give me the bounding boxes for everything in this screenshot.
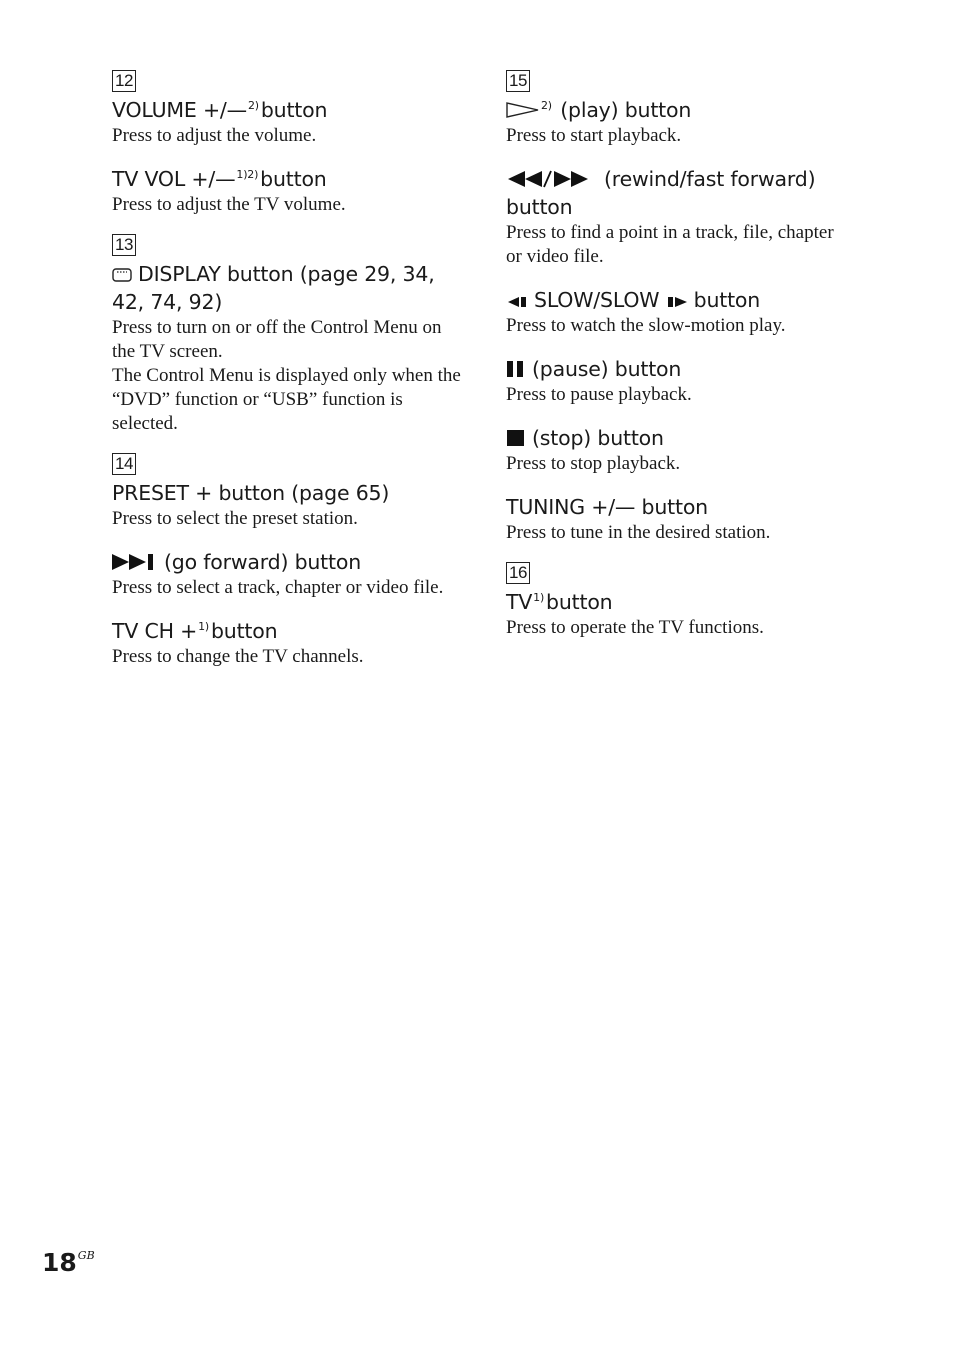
page-number: $18^{GB}$ [42,1248,95,1277]
tv-entry [506,588,846,640]
slow-heading: SLOW/SLOW button [506,286,846,314]
stop-description: Press to stop playback. [506,453,681,474]
right-column [506,70,846,657]
stop-icon [506,429,526,447]
tv-vol-entry [112,165,462,217]
slow-description: Press to watch the slow-motion play. [506,315,786,336]
go-forward-heading: (go forward) button [112,548,462,576]
pause-entry [506,355,846,407]
play-heading: $^{2)}$ (play) button [506,96,846,124]
slow-forward-icon [666,295,690,309]
rewind-heading: (rewind/fast forward) button [506,167,816,219]
slow-reverse-icon [506,295,530,309]
pause-heading: (pause) button [506,355,846,383]
pause-description: Press to pause playback. [506,384,692,405]
section-number-16: 16 [506,562,530,584]
stop-heading: (stop) button [506,424,846,452]
stop-entry [506,424,846,476]
tv-vol-heading: TV VOL +/—$^{1)2)}$button [112,167,327,191]
go-forward-entry [112,548,462,600]
section-number-15: 15 [506,70,530,92]
play-description: Press to start playback. [506,125,682,146]
tuning-description: Press to tune in the desired station. [506,522,771,543]
tv-ch-heading: TV CH +$^{1)}$button [112,619,278,643]
tv-ch-description: Press to change the TV channels. [112,646,364,667]
display-description-1: Press to turn on or off the Control Menu on the TV screen. [112,317,442,362]
display-description-2: The Control Menu is displayed only when the “DVD” function or “USB” function is selected. [112,365,461,434]
volume-heading: VOLUME +/—$^{2)}$button [112,98,328,122]
display-heading: DISPLAY button (page 29, 34, 42, 74, 92) [112,262,435,314]
tuning-heading: TUNING +/— button [506,495,708,519]
rewind-description: Press to find a point in a track, file, chapter or video file. [506,222,834,267]
tv-description: Press to operate the TV functions. [506,617,764,638]
preset-description: Press to select the preset station. [112,508,358,529]
preset-heading: PRESET + button (page 65) [112,481,390,505]
tv-heading: TV$^{1)}$button [506,590,613,614]
display-entry [112,260,462,436]
tv-ch-entry [112,617,462,669]
volume-entry [112,96,462,148]
left-column [112,70,462,686]
play-icon [506,101,540,119]
display-icon [112,267,132,283]
pause-icon [506,360,526,378]
go-forward-icon [112,553,158,571]
section-number-14: 14 [112,453,136,475]
go-forward-description: Press to select a track, chapter or video file. [112,577,444,598]
volume-description: Press to adjust the volume. [112,125,317,146]
tuning-entry [506,493,846,545]
preset-entry [112,479,462,531]
slow-entry [506,286,846,338]
section-number-13: 13 [112,234,136,256]
rewind-fast-forward-icon [506,170,598,188]
rewind-entry [506,165,846,269]
play-entry [506,96,846,148]
section-number-12: 12 [112,70,136,92]
tv-vol-description: Press to adjust the TV volume. [112,194,346,215]
